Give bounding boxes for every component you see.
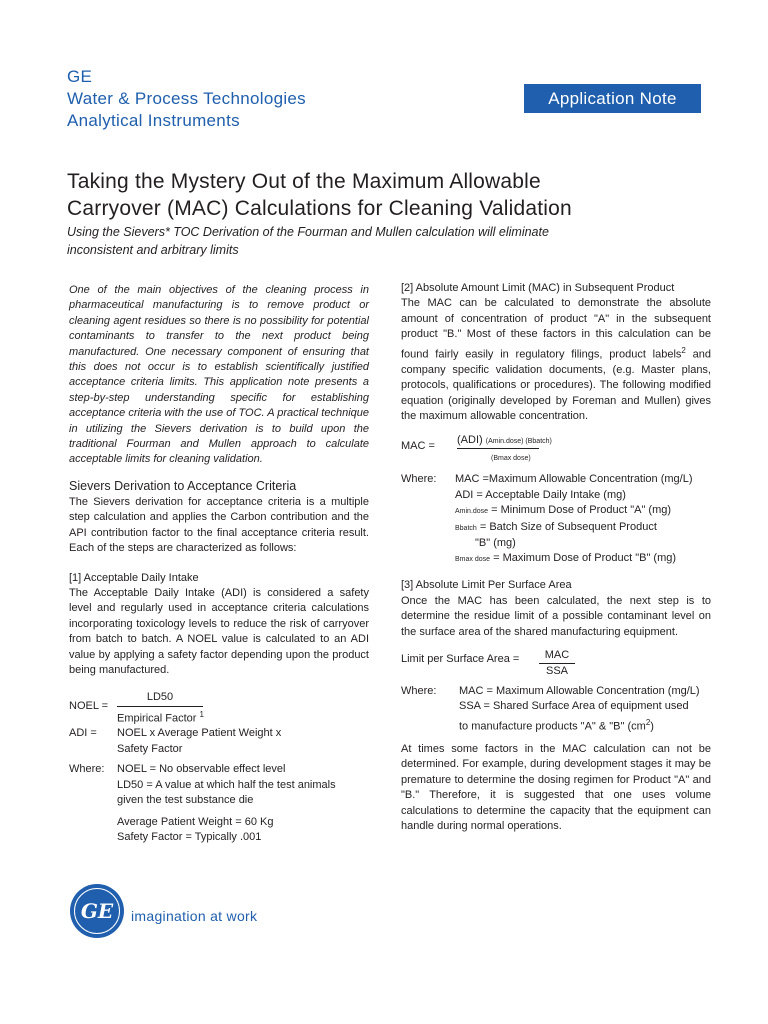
where-label: Where: [401,473,437,486]
where-label: Where: [401,684,437,697]
mac-where-block [401,472,711,568]
document-subtitle [67,223,707,259]
where-safety-factor: Safety Factor = Typically .001 [117,830,262,843]
closing-paragraph: At times some factors in the MAC calculation can not be determined. For example, during development stages it may be premature to determine the dosing regimen for Product "A" and "B." Therefore, it is suggested that one uses volume calculations to determine the capacity that the equipment can handle during normal operations. [401,742,711,832]
section-paragraph: The Sievers derivation for acceptance criteria is a multiple step calculation and applies the Carbon contribution and the API contribution factor to the final acceptance criteria result. Each of the steps are characterized as follows: [69,495,369,555]
step2-text-b: and company specific validation documents, (e.g. Master plans, protocols, qualifications or procedures). The following modified equation (originally developed by Foreman and Mullen) gives the maximum allowable concentration. [401,348,711,422]
lpsa-where-block [401,684,711,734]
adi-line-1: NOEL x Average Patient Weight x [117,727,282,740]
mac-numerator-terms: (Amin.dose) (Bbatch) [485,438,552,446]
where-ld50: LD50 = A value at which half the test animals [117,778,336,791]
noel-numerator: LD50 [146,691,174,704]
adi-equation [69,726,369,758]
brand-ge: GE [67,67,93,86]
where-bbatch-cont: "B" (mg) [475,536,516,549]
title-line-2: Carryover (MAC) Calculations for Cleaning Validation [67,197,572,220]
where-adi: ADI = Acceptable Daily Intake (mg) [455,488,626,501]
lpsa-denominator: SSA [545,664,568,677]
step2-footnote: 2 [681,345,686,355]
subtitle-line-1: Using the Sievers* TOC Derivation of the Fourman and Mullen calculation will eliminate [67,225,549,239]
brand-block [67,66,306,132]
left-column [69,283,369,854]
intro-paragraph: One of the main objectives of the cleaning process in pharmaceutical manufacturing is to remove product or cleaning agent residues so there is no possibility for potential contaminants to transfer to the next product being manufactured. One necessary component of ensuring that this does not occur is to establish scientifically justified acceptance criteria limits. This application note presents a step-by-step understanding specific for establishing acceptance criteria with the use of TOC. A practical technique in utilizing the Sievers derivation is to build upon the traditional Fourman and Mullen approach to calculate acceptable limits for cleaning validation. [69,284,369,466]
where-patient-weight: Average Patient Weight = 60 Kg [117,815,274,828]
adi-label: ADI = [69,727,97,740]
ge-logo-monogram: GE [74,888,120,934]
lpsa-label: Limit per Surface Area = [401,652,520,665]
where-bmax: Bmax dose = Maximum Dose of Product "B" (mg) [455,552,677,565]
step3-paragraph: Once the MAC has been calculated, the next step is to determine the residue limit of a possible contaminant level on the surface area of the shared manufacturing equipment. [401,594,711,638]
noel-footnote: 1 [199,710,204,720]
step1-heading: [1] Acceptable Daily Intake [69,571,199,584]
right-column [401,281,711,834]
step2-heading: [2] Absolute Amount Limit (MAC) in Subsequent Product [401,282,675,294]
where-bbatch: Bbatch = Batch Size of Subsequent Product [455,520,657,533]
title-line-1: Taking the Mystery Out of the Maximum Allowable [67,170,541,193]
where-noel: NOEL = No observable effect level [117,763,286,776]
application-note-badge: Application Note [524,84,701,113]
noel-denominator: Empirical Factor [117,713,197,725]
noel-label: NOEL = [69,700,109,713]
step3-heading: [3] Absolute Limit Per Surface Area [401,579,572,592]
step2-paragraph [401,296,711,424]
mac-denominator: (Bmax dose) [491,455,531,463]
document-title [67,168,707,222]
tagline: imagination at work [131,908,258,924]
adi-line-2: Safety Factor [117,742,183,755]
mac-equation [401,436,711,466]
left-where-block [69,762,369,854]
mac-numerator: (ADI) [457,434,483,447]
step2-text-a: The MAC can be calculated to demonstrate the absolute amount of concentration of product "A" in the subsequent product "B." Most of these factors in this calculation can be found fairly easily in regulatory filings, product labels [401,297,711,361]
mac-label: MAC = [401,440,435,453]
where-ld50-cont: given the test substance die [117,794,254,807]
where-ssa: SSA = Shared Surface Area of equipment used [459,700,689,713]
where-ssa-cont: to manufacture products "A" & "B" $(cm^2)$ [459,717,654,733]
brand-unit: Analytical Instruments [67,111,240,130]
where-mac-2: MAC = Maximum Allowable Concentration (mg/L) [459,684,700,697]
ge-logo-icon [70,884,124,938]
brand-division: Water & Process Technologies [67,89,306,108]
where-label: Where: [69,763,105,776]
section-heading: Sievers Derivation to Acceptance Criteria [69,478,297,493]
lpsa-equation [401,648,711,682]
where-amin: Amin.dose = Minimum Dose of Product "A" (mg) [455,504,672,517]
where-mac: MAC =Maximum Allowable Concentration (mg/L) [455,473,693,486]
subtitle-line-2: inconsistent and arbitrary limits [67,243,239,257]
step1-paragraph: The Acceptable Daily Intake (ADI) is considered a safety level and regularly used in acceptance criteria calculations incorporating toxicology levels to reduce the risk of carryover from batch to batch. A NOEL value is calculated to an ADI value by applying a safety factor depending upon the product being manufactured. [69,586,369,676]
noel-equation [69,690,369,725]
mac-fraction-bar [457,448,539,449]
lpsa-numerator: MAC [544,648,570,661]
